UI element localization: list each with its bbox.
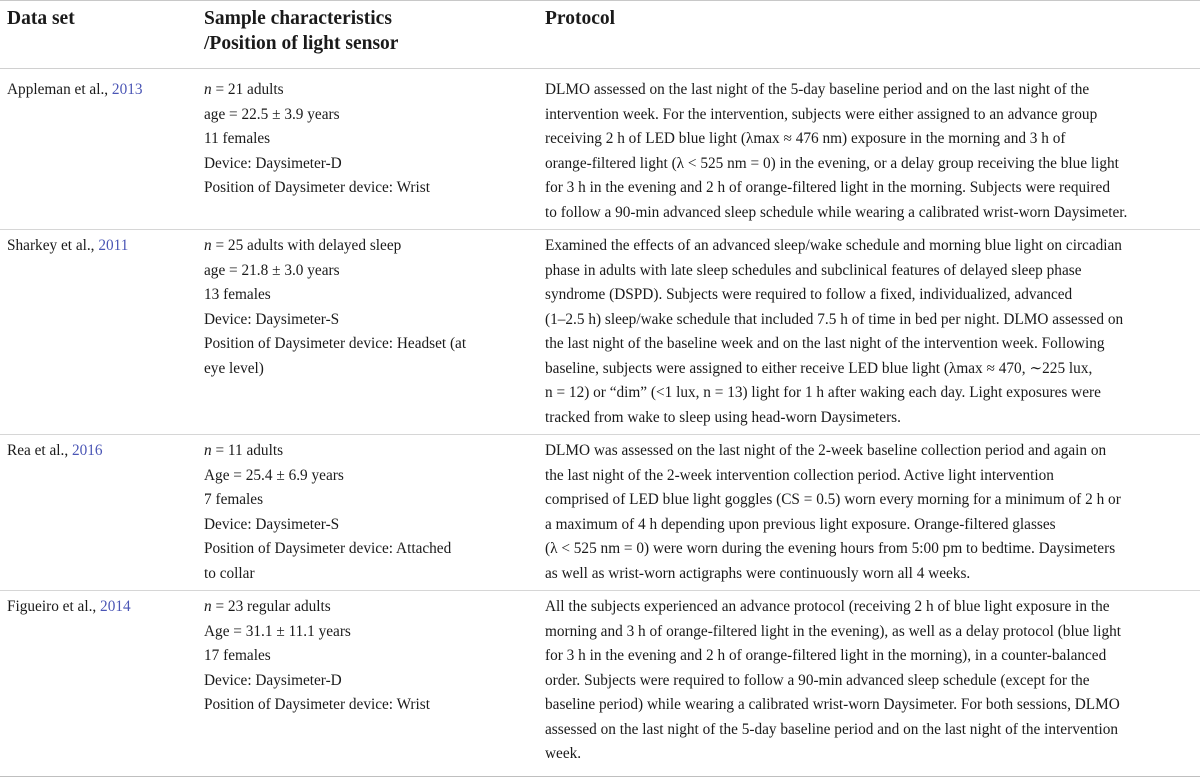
protocol-line: n = 12) or “dim” (<1 lux, n = 13) light for 1 h after waking each day. Light exposures were <box>545 384 1101 401</box>
dataset-cell <box>0 435 198 591</box>
protocol-line: syndrome (DSPD). Subjects were required to follow a fixed, individualized, advanced <box>545 286 1073 303</box>
protocol-line: assessed on the last night of the 5-day baseline period and on the last night of the intervention <box>545 720 1119 738</box>
dataset-author: Figueiro et al., <box>7 598 101 615</box>
table-row <box>0 69 1200 230</box>
dataset-cell <box>0 69 198 230</box>
protocol-line: receiving 2 h of LED blue light (λmax ≈ 476 nm) exposure in the morning and 3 h of <box>545 130 1066 147</box>
protocol-line: as well as wrist-worn actigraphs were continuously worn all 4 weeks. <box>545 564 971 582</box>
table-row <box>0 591 1200 777</box>
protocol-line: (1–2.5 h) sleep/wake schedule that included 7.5 h of time in bed per night. DLMO assessed on <box>545 310 1124 328</box>
header-dataset-label: Data set <box>7 8 75 29</box>
protocol-line: to follow a 90-min advanced sleep schedule while wearing a calibrated wrist-worn Daysimeter. <box>545 203 1128 221</box>
protocol-line: intervention week. For the intervention, subjects were either assigned to an advance group <box>545 105 1098 123</box>
sample-line: eye level) <box>204 359 264 377</box>
header-protocol <box>538 1 1200 69</box>
sample-line: 11 females <box>204 130 271 147</box>
sample-line: Position of Daysimeter device: Attached <box>204 540 452 557</box>
sample-line: age = 22.5 ± 3.9 years <box>204 105 340 123</box>
sample-line: n = 25 adults with delayed sleep <box>204 237 402 254</box>
header-protocol-label: Protocol <box>545 8 616 29</box>
protocol-line: for 3 h in the evening and 2 h of orange-filtered light in the morning. Subjects were required <box>545 179 1110 196</box>
dataset-year-link[interactable]: 2016 <box>71 442 103 459</box>
dataset-cell <box>0 591 198 777</box>
header-sample-line1: Sample characteristics <box>204 8 392 29</box>
sample-line: to collar <box>204 564 255 582</box>
sample-cell <box>198 69 538 230</box>
protocol-line: Examined the effects of an advanced sleep/wake schedule and morning blue light on circadian <box>545 237 1122 254</box>
protocol-cell <box>538 230 1200 435</box>
dataset-year-link[interactable]: 2013 <box>111 81 143 98</box>
sample-line: Device: Daysimeter-S <box>204 310 340 328</box>
protocol-line: for 3 h in the evening and 2 h of orange-filtered light in the morning), in a counter-balanced <box>545 647 1107 664</box>
protocol-line: baseline period) while wearing a calibrated wrist-worn Daysimeter. For both sessions, DLMO <box>545 696 1120 713</box>
protocol-line: comprised of LED blue light goggles (CS = 0.5) worn every morning for a minimum of 2 h or <box>545 491 1121 508</box>
header-sample-line2: /Position of light sensor <box>204 33 399 54</box>
dataset-year-link[interactable]: 2011 <box>98 237 129 254</box>
sample-line: 13 females <box>204 286 271 303</box>
header-sample <box>198 1 538 69</box>
protocol-line: the last night of the baseline week and on the last night of the intervention week. Following <box>545 335 1105 352</box>
header-row <box>0 1 1200 69</box>
protocol-line: a maximum of 4 h depending upon previous light exposure. Orange-filtered glasses <box>545 515 1056 533</box>
dataset-year-link[interactable]: 2014 <box>100 598 131 615</box>
protocol-line: All the subjects experienced an advance protocol (receiving 2 h of blue light exposure in the <box>545 598 1110 615</box>
sample-line: age = 21.8 ± 3.0 years <box>204 261 340 279</box>
protocol-cell <box>538 591 1200 777</box>
protocol-line: morning and 3 h of orange-filtered light in the evening), as well as a delay protocol (blue light <box>545 622 1122 640</box>
dataset-cell <box>0 230 198 435</box>
sample-line: Age = 25.4 ± 6.9 years <box>204 466 344 484</box>
sample-cell <box>198 230 538 435</box>
dataset-author: Appleman et al., <box>7 81 112 98</box>
protocol-line: tracked from wake to sleep using head-worn Daysimeters. <box>545 408 901 426</box>
protocol-line: the last night of the 2-week intervention collection period. Active light intervention <box>545 466 1054 484</box>
header-dataset <box>0 1 198 69</box>
sample-line: n = 23 regular adults <box>204 598 331 615</box>
dataset-author: Sharkey et al., <box>7 237 99 254</box>
protocol-line: DLMO assessed on the last night of the 5-day baseline period and on the last night of the <box>545 81 1090 98</box>
protocol-cell <box>538 69 1200 230</box>
sample-line: Position of Daysimeter device: Headset (at <box>204 335 467 352</box>
sample-line: Device: Daysimeter-D <box>204 671 342 689</box>
protocol-cell <box>538 435 1200 591</box>
protocol-line: phase in adults with late sleep schedules and subclinical features of delayed sleep phase <box>545 261 1082 279</box>
sample-cell <box>198 591 538 777</box>
sample-line: 17 females <box>204 647 271 664</box>
protocol-line: baseline, subjects were assigned to either receive LED blue light (λmax ≈ 470, ∼225 lux, <box>545 359 1093 377</box>
table-row <box>0 435 1200 591</box>
sample-line: Device: Daysimeter-D <box>204 154 342 172</box>
table-body <box>0 69 1200 777</box>
sample-line: Position of Daysimeter device: Wrist <box>204 696 430 713</box>
protocol-line: week. <box>545 745 582 762</box>
sample-line: Age = 31.1 ± 11.1 years <box>204 622 351 640</box>
sample-line: n = 21 adults <box>204 81 284 98</box>
protocol-line: order. Subjects were required to follow a 90-min advanced sleep schedule (except for the <box>545 671 1090 689</box>
protocol-line: DLMO was assessed on the last night of the 2-week baseline collection period and again on <box>545 442 1107 459</box>
sample-line: Device: Daysimeter-S <box>204 515 340 533</box>
table-header <box>0 1 1200 69</box>
table-row <box>0 230 1200 435</box>
sample-line: n = 11 adults <box>204 442 284 459</box>
protocol-line: orange-filtered light (λ < 525 nm = 0) in the evening, or a delay group receiving the blue light <box>545 154 1119 172</box>
sample-cell <box>198 435 538 591</box>
sample-line: Position of Daysimeter device: Wrist <box>204 179 430 196</box>
sample-line: 7 females <box>204 491 264 508</box>
dataset-author: Rea et al., <box>7 442 72 459</box>
protocol-line: (λ < 525 nm = 0) were worn during the evening hours from 5:00 pm to bedtime. Daysimeters <box>545 540 1116 557</box>
